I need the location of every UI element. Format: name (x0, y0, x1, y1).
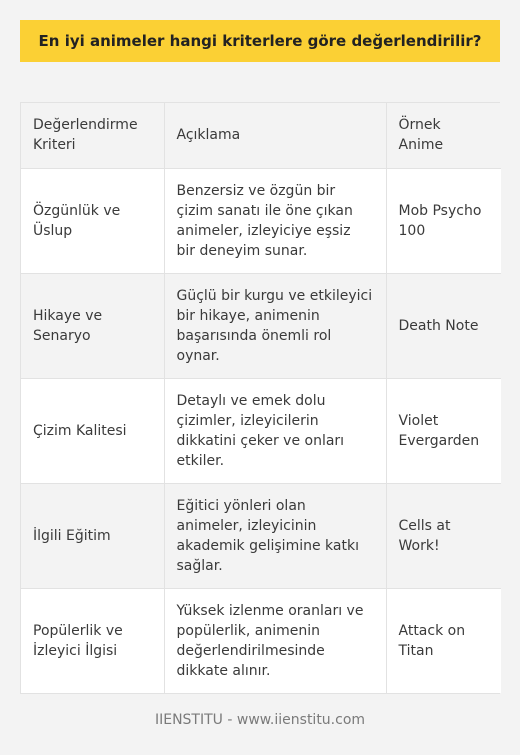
cell-criterion: Hikaye ve Senaryo (21, 273, 164, 378)
cell-criterion: İlgili Eğitim (21, 483, 164, 588)
header-example: Örnek Anime (386, 103, 501, 168)
table-header-row (21, 103, 501, 168)
table-row (21, 168, 501, 273)
table-row (21, 588, 501, 693)
cell-description: Yüksek izlenme oranları ve popülerlik, animenin değerlendirilmesinde dikkate alınır. (164, 588, 386, 693)
page-title: En iyi animeler hangi kriterlere göre değerlendirilir? (38, 32, 482, 50)
cell-description: Benzersiz ve özgün bir çizim sanatı ile öne çıkan animeler, izleyiciye eşsiz bir deneyim sunar. (164, 168, 386, 273)
table-row (21, 483, 501, 588)
cell-description: Güçlü bir kurgu ve etkileyici bir hikaye, animenin başarısında önemli rol oynar. (164, 273, 386, 378)
header-criterion: Değerlendirme Kriteri (21, 103, 164, 168)
cell-example: Attack on Titan (386, 588, 501, 693)
cell-example: Death Note (386, 273, 501, 378)
footer-credit: IIENSTITU - www.iienstitu.com (154, 712, 366, 728)
table-row (21, 378, 501, 483)
title-banner (20, 20, 500, 62)
cell-criterion: Çizim Kalitesi (21, 378, 164, 483)
cell-example: Cells at Work! (386, 483, 501, 588)
cell-description: Eğitici yönleri olan animeler, izleyicinin akademik gelişimine katkı sağlar. (164, 483, 386, 588)
criteria-table (20, 102, 500, 694)
header-description: Açıklama (164, 103, 386, 168)
cell-criterion: Popülerlik ve İzleyici İlgisi (21, 588, 164, 693)
cell-description: Detaylı ve emek dolu çizimler, izleyicilerin dikkatini çeker ve onları etkiler. (164, 378, 386, 483)
cell-example: Mob Psycho 100 (386, 168, 501, 273)
cell-criterion: Özgünlük ve Üslup (21, 168, 164, 273)
table-row (21, 273, 501, 378)
cell-example: Violet Evergarden (386, 378, 501, 483)
